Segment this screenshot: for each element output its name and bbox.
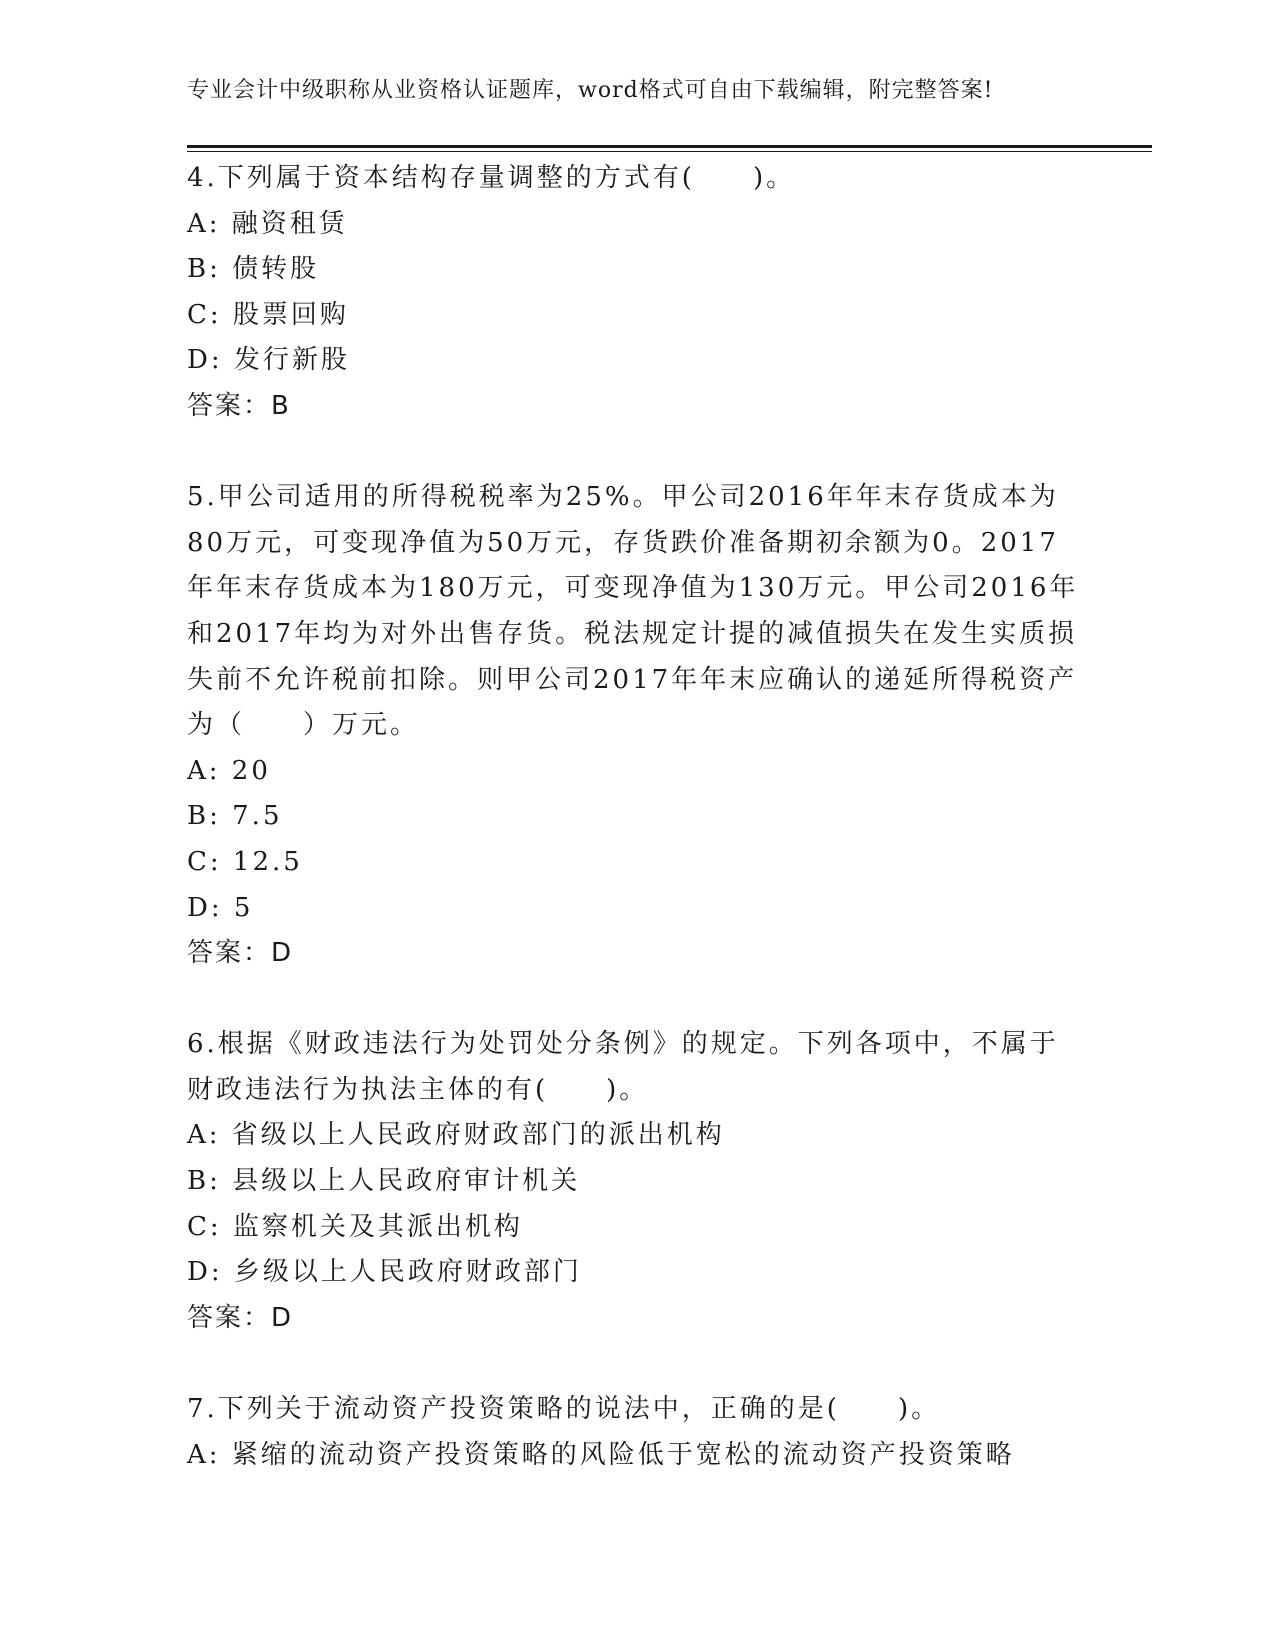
question-stem: 5.甲公司适用的所得税税率为25%。甲公司2016年年末存货成本为80万元，可变现净值为50万元，存货跌价准备期初余额为0。2017年年末存货成本为180万元，可变现净值为130万元。甲公司2016年和2017年均为对外出售存货。税法规定计提的减值损失在发生实质损失前不允许税前扣除。则甲公司2017年年末应确认的递延所得税资产为（ ）万元。 <box>187 482 1079 741</box>
option-d: D: 5 <box>187 892 254 923</box>
question-7 <box>187 1387 1087 1478</box>
option-c: C: 监察机关及其派出机构 <box>187 1211 523 1242</box>
question-6 <box>187 1022 1087 1341</box>
header-divider-thin <box>187 151 1152 152</box>
page-header: 专业会计中级职称从业资格认证题库，word格式可自由下载编辑，附完整答案! <box>187 78 994 103</box>
question-stem: 6.根据《财政违法行为处罚处分条例》的规定。下列各项中，不属于财政违法行为执法主体的有( )。 <box>187 1029 1059 1105</box>
question-stem: 4.下列属于资本结构存量调整的方式有( )。 <box>187 163 796 193</box>
question-list <box>187 156 1087 1478</box>
answer-line: 答案：D <box>187 938 294 969</box>
question-5 <box>187 475 1087 977</box>
question-stem: 7.下列关于流动资产投资策略的说法中，正确的是( )。 <box>187 1394 941 1425</box>
option-c: C: 股票回购 <box>187 299 349 330</box>
option-d: D: 发行新股 <box>187 345 350 376</box>
answer-line: 答案：D <box>187 1302 294 1333</box>
option-b: B: 债转股 <box>187 254 320 285</box>
option-a: A: 20 <box>187 755 271 786</box>
header-divider-thick <box>187 145 1152 148</box>
question-spacer <box>187 977 1087 1023</box>
question-spacer <box>187 430 1087 476</box>
answer-line: 答案：B <box>187 390 291 421</box>
option-a: A: 紧缩的流动资产投资策略的风险低于宽松的流动资产投资策略 <box>187 1439 1015 1470</box>
option-a: A: 融资租赁 <box>187 208 348 239</box>
question-spacer <box>187 1341 1087 1387</box>
option-d: D: 乡级以上人民政府财政部门 <box>187 1257 582 1288</box>
option-b: B: 7.5 <box>187 801 283 832</box>
option-c: C: 12.5 <box>187 846 303 877</box>
question-4 <box>187 156 1087 430</box>
option-b: B: 县级以上人民政府审计机关 <box>187 1166 581 1197</box>
option-a: A: 省级以上人民政府财政部门的派出机构 <box>187 1120 725 1151</box>
